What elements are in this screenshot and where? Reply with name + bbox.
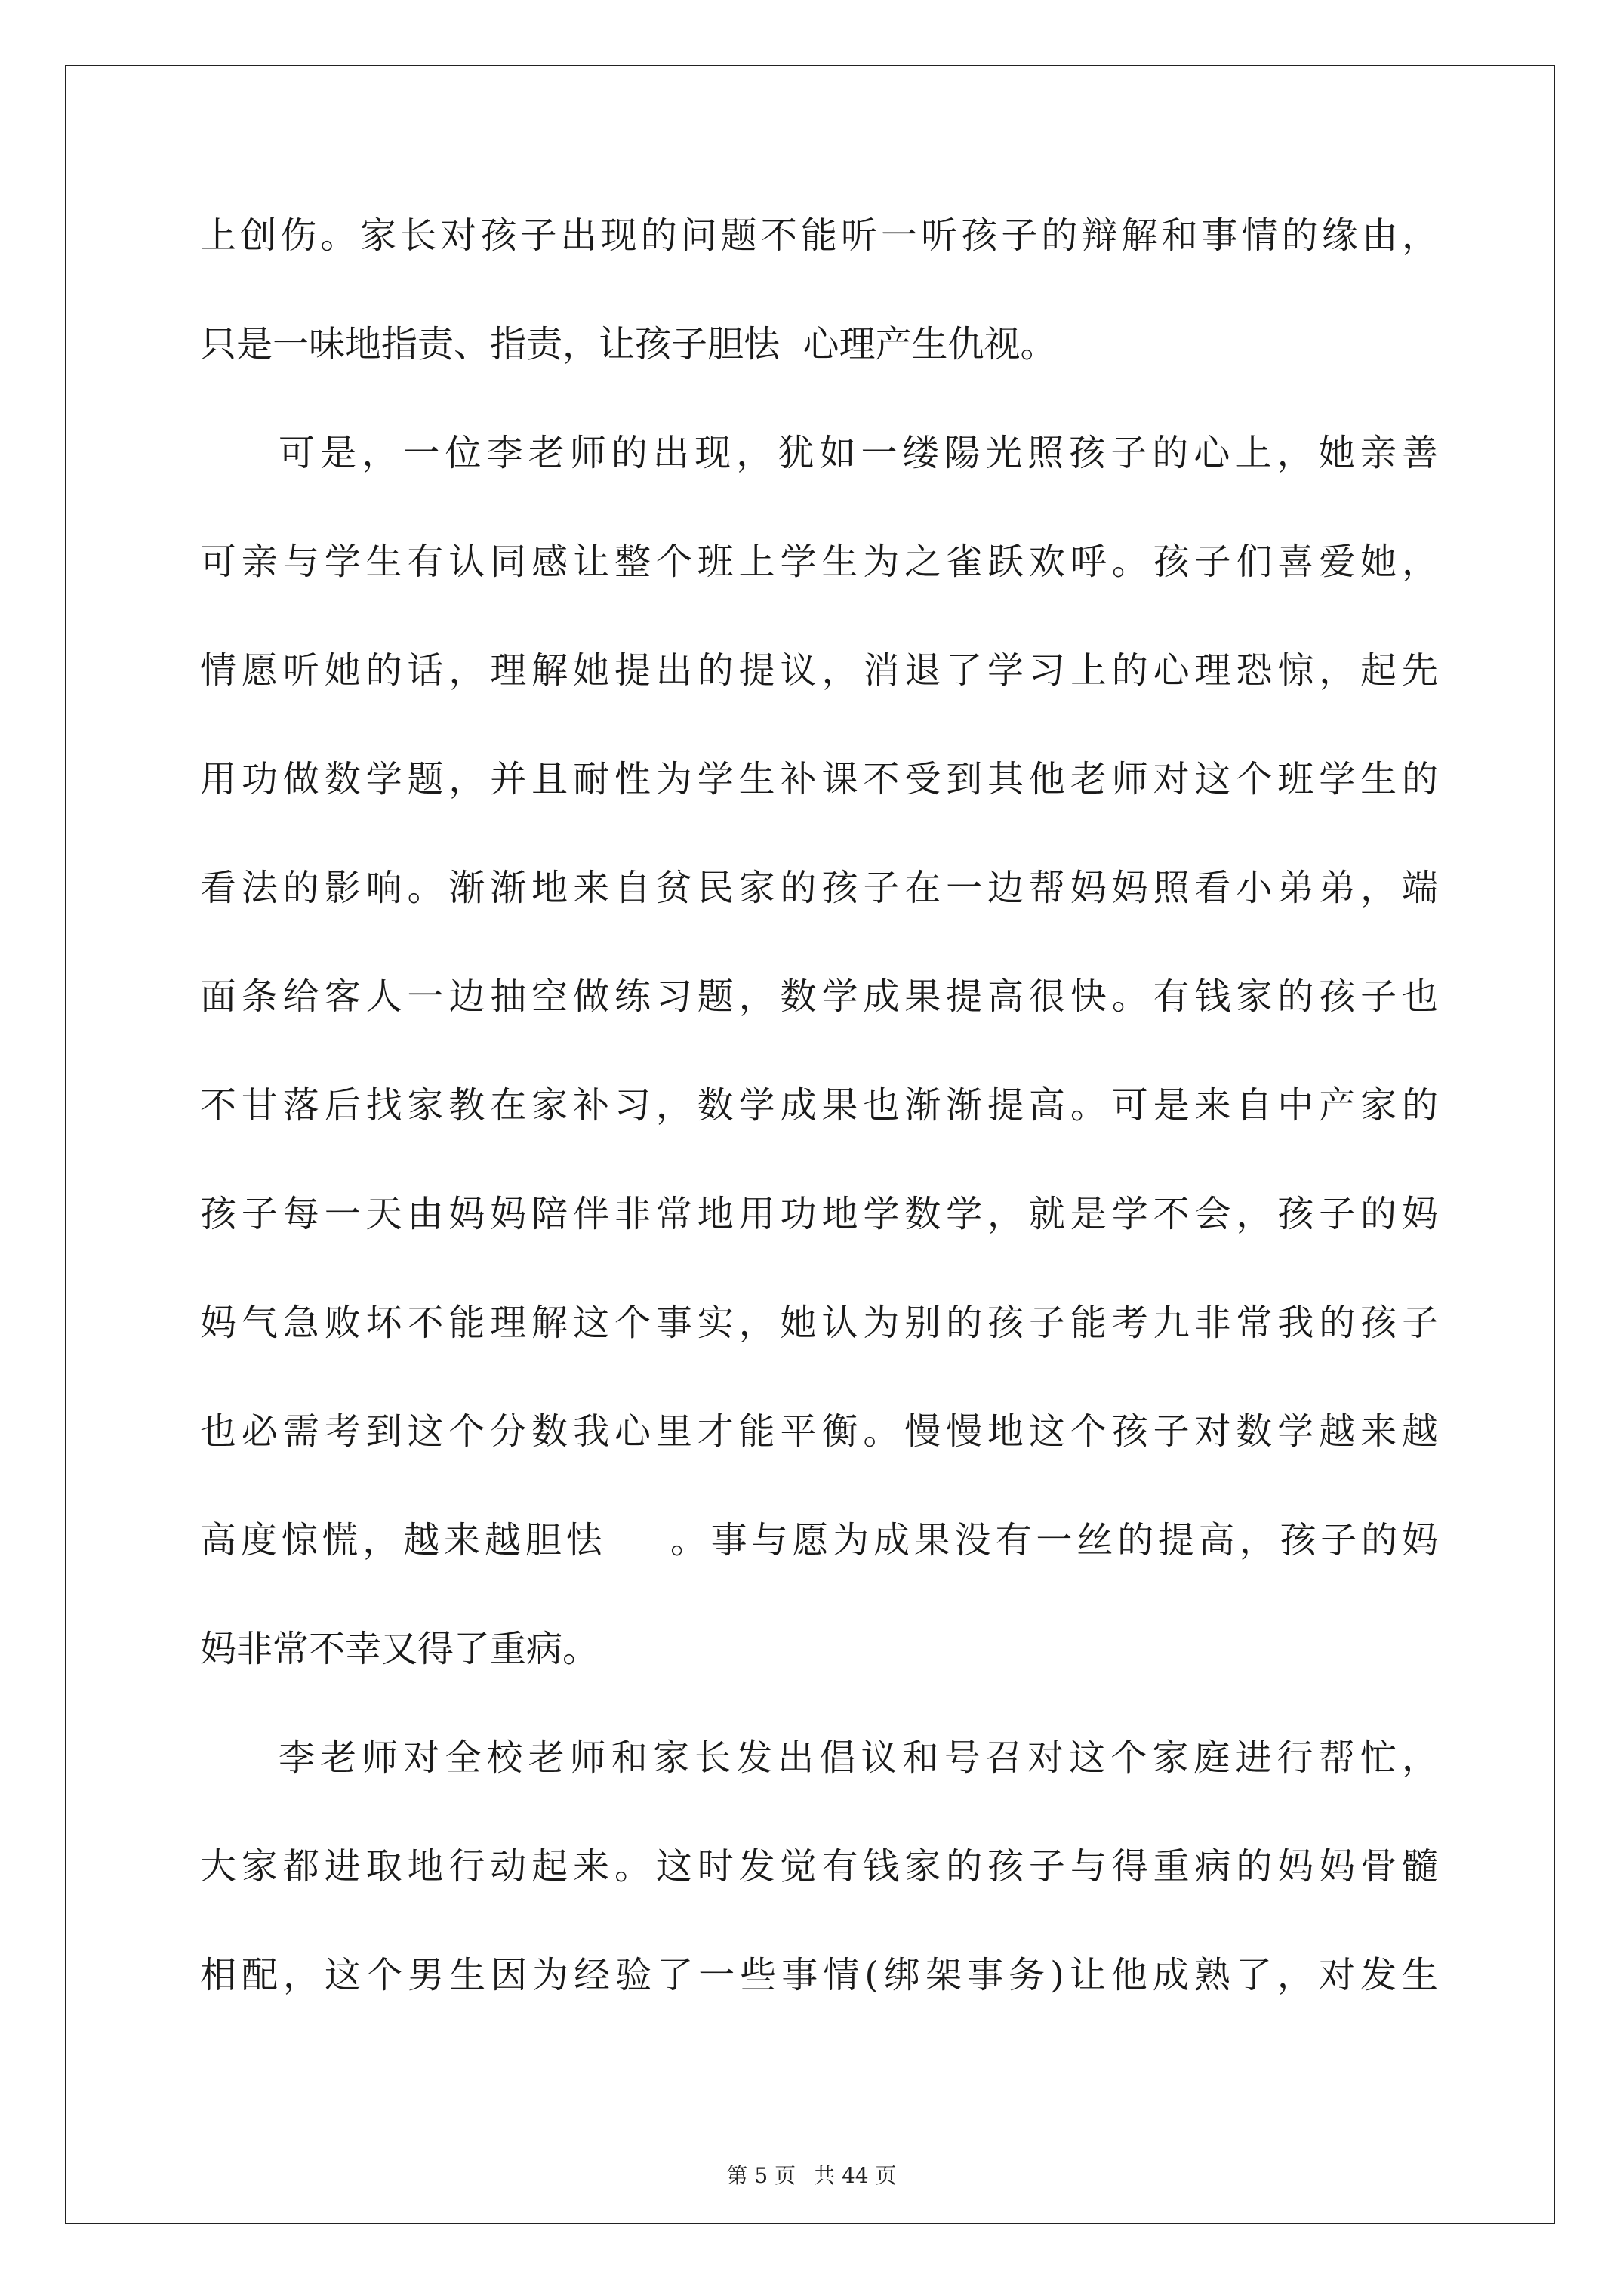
text-line: 妈气急败坏不能理解这个事实，她认为别的孩子能考九非常我的孩子: [200, 1302, 1438, 1344]
page-footer: [0, 2159, 1623, 2190]
text-line: 相配，这个男生因为经验了一些事情(绑架事务)让他成熟了，对发生: [200, 1954, 1438, 1996]
text-line: 看法的影响。渐渐地来自贫民家的孩子在一边帮妈妈照看小弟弟，端: [200, 867, 1438, 909]
text-line: 不甘落后找家教在家补习，数学成果也渐渐提高。可是来自中产家的: [200, 1084, 1438, 1126]
text-line: 可亲与学生有认同感让整个班上学生为之雀跃欢呼。孩子们喜爱她，: [200, 541, 1438, 583]
document-body: [200, 181, 1438, 2029]
text-line: 可是，一位李老师的出现，犹如一缕陽光照孩子的心上，她亲善: [279, 432, 1438, 474]
page-number: 第 5 页: [726, 2163, 796, 2188]
text-line: 只是一味地指责、指责，让孩子胆怯 心理产生仇视。: [200, 323, 1057, 365]
text-line: 妈非常不幸又得了重病。: [200, 1628, 599, 1670]
text-line: 用功做数学题，并且耐性为学生补课不受到其他老师对这个班学生的: [200, 758, 1438, 800]
text-line: 也必需考到这个分数我心里才能平衡。慢慢地这个孩子对数学越来越: [200, 1410, 1438, 1453]
text-line: 大家都进取地行动起来。这时发觉有钱家的孩子与得重病的妈妈骨髓: [200, 1845, 1438, 1888]
text-line: 李老师对全校老师和家长发出倡议和号召对这个家庭进行帮忙，: [279, 1737, 1438, 1779]
text-line: 上创伤。家长对孩子出现的问题不能听一听孩子的辩解和事情的缘由，: [200, 214, 1438, 257]
page-total: 共 44 页: [814, 2163, 897, 2188]
text-line: 情愿听她的话，理解她提出的提议，消退了学习上的心理恐惊，起先: [200, 649, 1438, 692]
text-line: 高度惊慌，越来越胆怯 。事与愿为成果没有一丝的提高，孩子的妈: [200, 1519, 1438, 1561]
text-line: 孩子每一天由妈妈陪伴非常地用功地学数学，就是学不会，孩子的妈: [200, 1193, 1438, 1235]
text-line: 面条给客人一边抽空做练习题，数学成果提高很快。有钱家的孩子也: [200, 975, 1438, 1018]
